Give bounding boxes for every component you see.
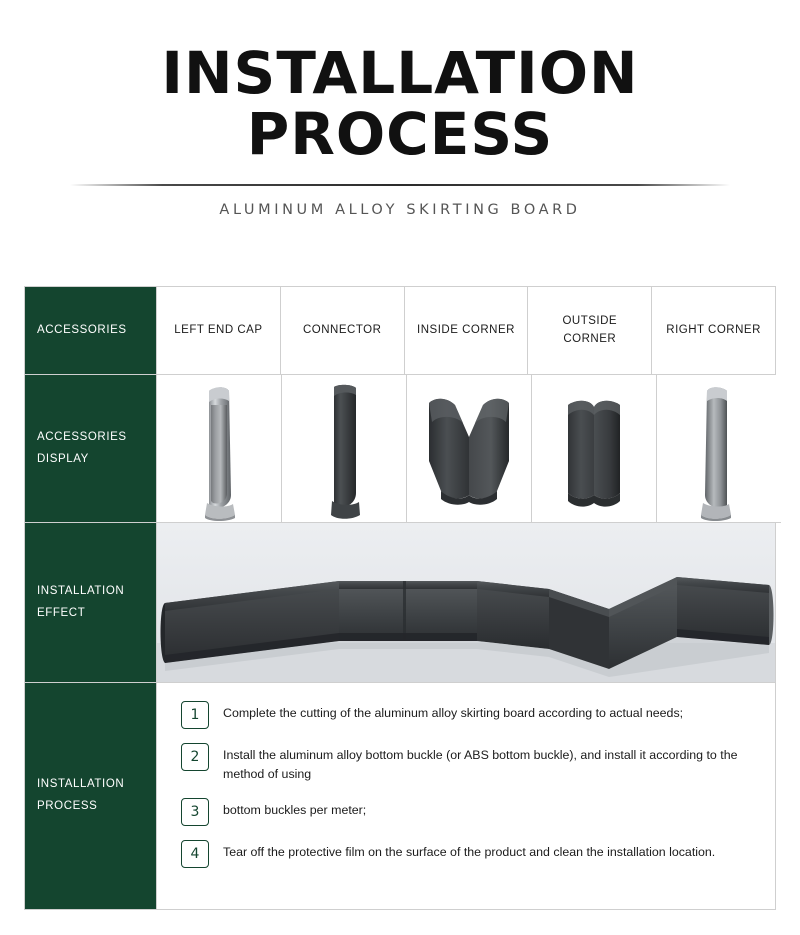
step-text: Tear off the protective film on the surface of the product and clean the installation location. [223, 845, 716, 860]
step-text: Install the aluminum alloy bottom buckle (or ABS bottom buckle), and install it according to the method of using [223, 748, 738, 782]
installation-process-steps [157, 683, 775, 909]
accessory-image-inside-corner [407, 375, 532, 523]
row-label-installation-effect-line-1: INSTALLATION [37, 584, 125, 597]
column-header-inside-corner: INSIDE CORNER [405, 287, 529, 375]
step-text: bottom buckles per meter; [223, 803, 367, 818]
step-text: Complete the cutting of the aluminum alloy skirting board according to actual needs; [223, 706, 684, 720]
column-header-right-corner: RIGHT CORNER [652, 287, 775, 375]
row-label-accessories-display-line-2: DISPLAY [37, 452, 89, 465]
page-title-line-2: PROCESS [246, 100, 554, 169]
table-row-installation-effect [25, 523, 775, 683]
header [0, 0, 800, 218]
column-header-outside-corner: OUTSIDE CORNER [528, 287, 652, 375]
page-title [0, 39, 800, 169]
step-number-badge: 2 [181, 743, 209, 771]
page-title-line-1: INSTALLATION [161, 39, 639, 107]
list-item [181, 798, 757, 826]
table-row-installation-process [25, 683, 775, 909]
accessory-image-left-end-cap [157, 375, 282, 523]
list-item [181, 743, 757, 784]
skirting-board-installation-illustration [157, 523, 775, 682]
table-row-accessories-header [25, 287, 775, 375]
left-end-cap-icon [157, 375, 281, 522]
connector-icon [282, 375, 406, 522]
list-item [181, 840, 757, 868]
row-label-accessories-display-line-1: ACCESSORIES [37, 430, 127, 443]
table-row-accessories-display [25, 375, 775, 523]
installation-effect-scene [157, 523, 775, 683]
page-subtitle: ALUMINUM ALLOY SKIRTING BOARD [219, 202, 581, 219]
step-number-badge: 3 [181, 798, 209, 826]
accessory-image-outside-corner [532, 375, 657, 523]
accessory-image-right-corner [657, 375, 781, 523]
row-label-installation-process [25, 683, 157, 909]
row-label-accessories-text: ACCESSORIES [37, 323, 127, 336]
row-label-installation-effect-line-2: EFFECT [37, 606, 86, 619]
spec-table [24, 286, 776, 910]
divider [0, 184, 800, 186]
step-number-badge: 1 [181, 701, 209, 729]
row-label-accessories [25, 287, 157, 375]
outside-corner-icon [532, 375, 656, 522]
divider-line [70, 184, 730, 186]
column-header-connector: CONNECTOR [281, 287, 405, 375]
right-corner-icon [657, 375, 781, 522]
column-header-left-end-cap: LEFT END CAP [157, 287, 281, 375]
row-label-installation-effect [25, 523, 157, 683]
row-label-installation-process-line-1: INSTALLATION [37, 778, 125, 791]
inside-corner-icon [407, 375, 531, 522]
step-number-badge: 4 [181, 840, 209, 868]
accessory-image-connector [282, 375, 407, 523]
row-label-installation-process-line-2: PROCESS [37, 800, 98, 812]
list-item [181, 701, 757, 729]
row-label-accessories-display [25, 375, 157, 523]
